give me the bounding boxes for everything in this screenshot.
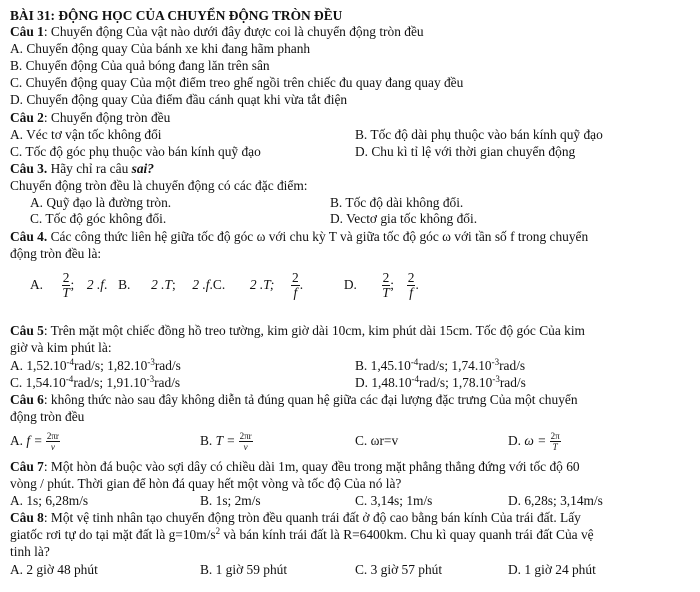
- question-7: Câu 7: Một hòn đá buộc vào sợi dây có chiều dài 1m, quay đều trong mặt phẳng thẳng đứng với tốc độ 60: [10, 459, 580, 474]
- question-2: Câu 2: Chuyển động tròn đều: [10, 110, 171, 125]
- fraction: $\frac{2}{T}$: [382, 270, 390, 301]
- question-6: Câu 6: không thức nào sau đây không diễn tả đúng quan hệ giữa các đại lượng đặc trưng Của một chuyển: [10, 392, 578, 407]
- q2-option-c: C. Tốc độ góc phụ thuộc vào bán kính quỹ đạo: [10, 144, 261, 159]
- q7-option-a: A. 1s; 6,28m/s: [10, 493, 89, 508]
- q4-options: A. $\frac{2}{T}$ ; 2 .f. B. 2 .T; 2 .f.C. 2 .T; $\frac{2}{f}$ . D. $\frac{2}{T}$ ; $\frac{2}{f}$ .: [30, 270, 419, 301]
- q3-option-c: C. Tốc độ góc không đổi.: [30, 211, 167, 226]
- q8-stem-line2: giatốc rơi tự do tại mặt đất là $g=10m/s^2$ và bán kính trái đất là R=6400km. Chu kì quay quanh trái đất Của vệ: [10, 526, 594, 542]
- question-5: Câu 5: Trên mặt một chiếc đồng hồ treo tường, kim giờ dài 10cm, kim phút dài 15cm. Tốc độ góc Của kim: [10, 323, 585, 338]
- q8-stem-line3: tinh là?: [10, 544, 50, 559]
- q5-option-a: A. $1,52.10^{-4}rad/s$; $1,82.10^{-3}rad/s$: [10, 357, 181, 373]
- question-4: Câu 4. Các công thức liên hệ giữa tốc độ góc ω với chu kỳ T và giữa tốc độ góc ω với tần số f trong chuyển: [10, 229, 589, 244]
- q7-option-b: B. 1s; 2m/s: [200, 493, 261, 508]
- q7-option-c: C. 3,14s; 1m/s: [355, 493, 433, 508]
- q1-option-c: C. Chuyển động quay Của một điểm treo ghế ngồi trên chiếc đu quay đang quay đều: [10, 75, 464, 90]
- question-8: Câu 8: Một vệ tinh nhân tạo chuyển động tròn đều quanh trái đất ở độ cao bằng bán kính Của trái đất. Lấy: [10, 510, 581, 525]
- page-title: BÀI 31: ĐỘNG HỌC CỦA CHUYỂN ĐỘNG TRÒN ĐỀU: [10, 8, 343, 23]
- question-1: Câu 1: Chuyển động Của vật nào dưới đây được coi là chuyển động tròn đều: [10, 24, 424, 39]
- q2-option-d: D. Chu kì tỉ lệ với thời gian chuyển động: [355, 144, 576, 159]
- q5-option-c: C. $1,54.10^{-4}rad/s$; $1,91.10^{-3}rad/s$: [10, 374, 181, 390]
- question-3: Câu 3. Hãy chỉ ra câu sai?: [10, 161, 154, 176]
- fraction: $\frac{2\pi}{T}$: [550, 431, 560, 453]
- q1-option-b: B. Chuyển động Của quả bóng đang lăn trên sân: [10, 58, 270, 73]
- q3-stem-line2: Chuyển động tròn đều là chuyển động có các đặc điểm:: [10, 178, 308, 193]
- q1-option-d: D. Chuyển động quay Của điểm đầu cánh quạt khi vừa tắt điện: [10, 92, 348, 107]
- q8-option-d: D. 1 giờ 24 phút: [508, 562, 596, 577]
- q6-stem-line2: động tròn đều: [10, 409, 85, 424]
- q7-stem-line2: vòng / phút. Thời gian để hòn đá quay hết một vòng và tốc độ Của nó là?: [10, 476, 402, 491]
- q6-option-b: B. T = $\frac{2\pi r}{v}$: [200, 431, 252, 453]
- q3-option-d: D. Vectơ gia tốc không đổi.: [330, 211, 478, 226]
- q3-option-a: A. Quỹ đạo là đường tròn.: [30, 195, 172, 210]
- q5-option-b: B. $1,45.10^{-4}rad/s$; $1,74.10^{-3}rad/s$: [355, 357, 526, 373]
- q1-option-a: A. Chuyển động quay Của bánh xe khi đang hãm phanh: [10, 41, 311, 56]
- q8-option-c: C. 3 giờ 57 phút: [355, 562, 443, 577]
- q6-option-d: D. ω = $\frac{2\pi}{T}$: [508, 431, 560, 453]
- question-label: Câu 1: [10, 24, 44, 39]
- fraction: $\frac{2}{T}$: [62, 270, 70, 301]
- fraction: $\frac{2\pi r}{v}$: [46, 431, 59, 453]
- fraction: $\frac{2\pi r}{v}$: [239, 431, 252, 453]
- q2-option-a: A. Véc tơ vận tốc không đổi: [10, 127, 162, 142]
- fraction: $\frac{2}{f}$: [292, 270, 299, 301]
- q3-option-b: B. Tốc độ dài không đổi.: [330, 195, 464, 210]
- q8-option-a: A. 2 giờ 48 phút: [10, 562, 98, 577]
- fraction: $\frac{2}{f}$: [407, 270, 415, 301]
- q7-option-d: D. 6,28s; 3,14m/s: [508, 493, 603, 508]
- q6-option-c: C. ωr=v: [355, 433, 399, 448]
- q2-option-b: B. Tốc độ dài phụ thuộc vào bán kính quỹ đạo: [355, 127, 603, 142]
- q5-stem-line2: giờ và kim phút là:: [10, 340, 112, 355]
- q6-option-a: A. f = $\frac{2\pi r}{v}$: [10, 431, 59, 453]
- q5-option-d: D. $1,48.10^{-4}rad/s$; $1,78.10^{-3}rad/s$: [355, 374, 526, 390]
- q4-stem-line2: động tròn đều là:: [10, 246, 102, 261]
- q8-option-b: B. 1 giờ 59 phút: [200, 562, 288, 577]
